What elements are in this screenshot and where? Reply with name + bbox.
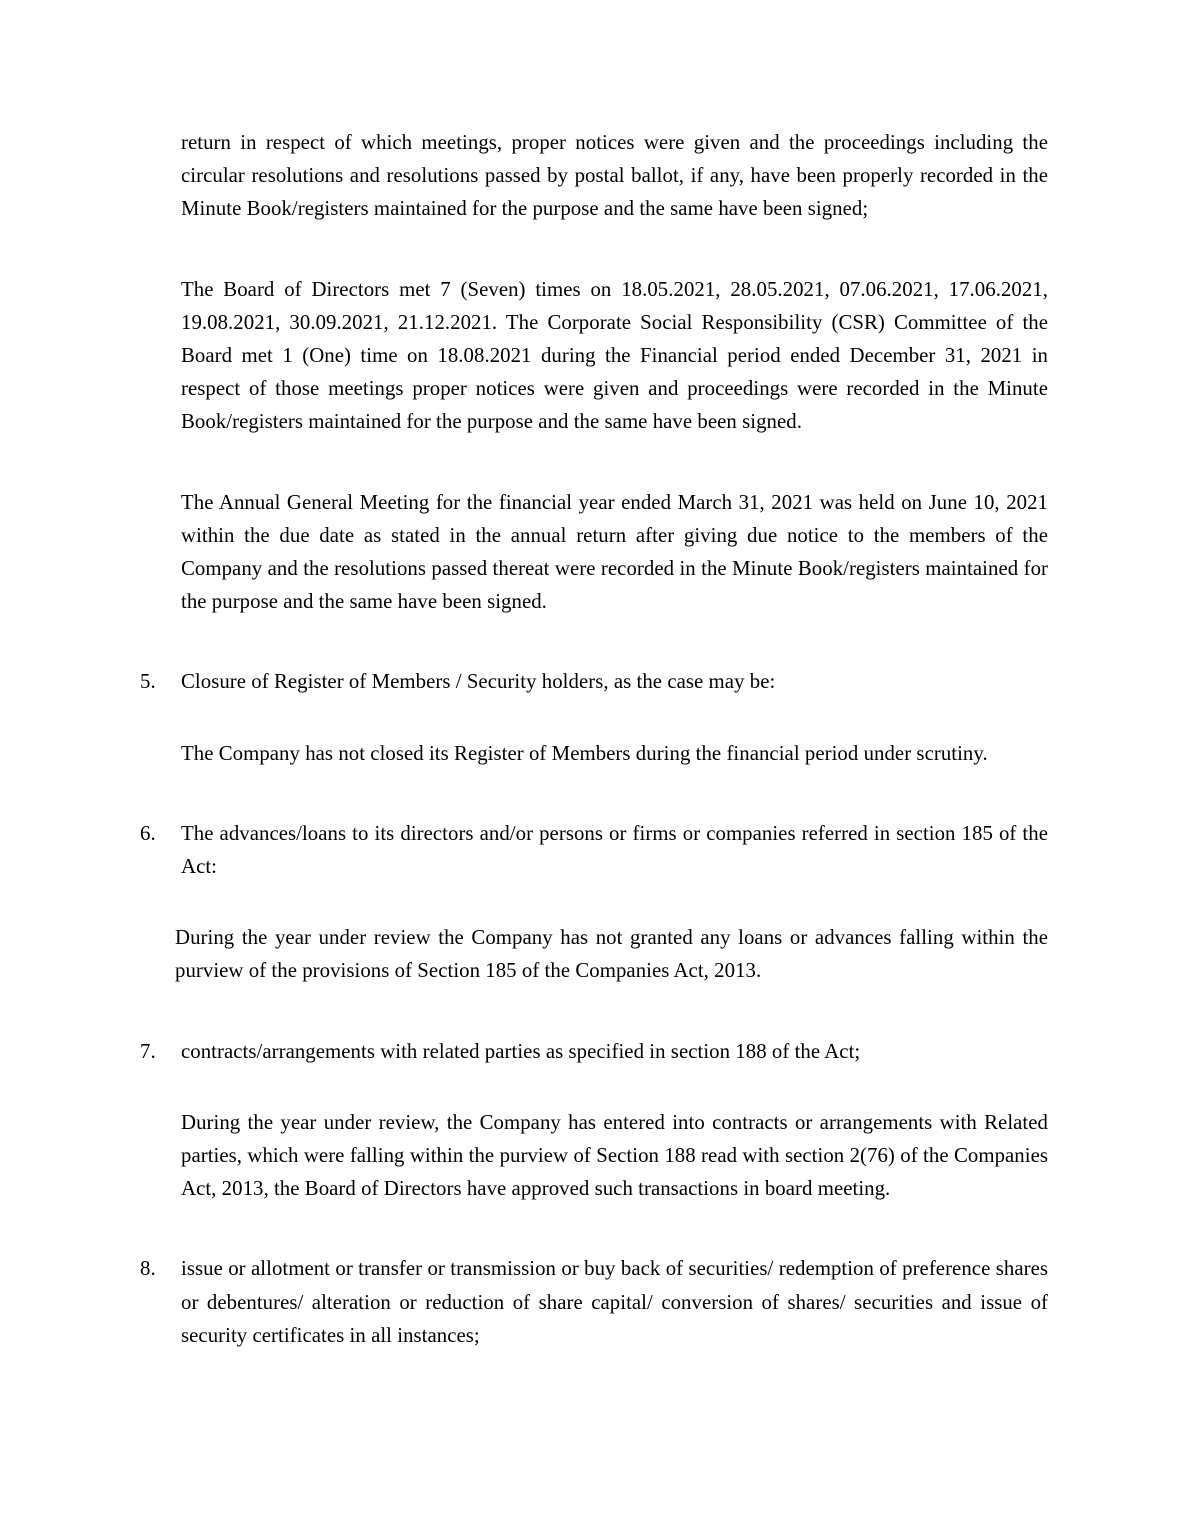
- paragraph-item-5-body: The Company has not closed its Register of Members during the financial period under scrutiny.: [181, 741, 988, 765]
- list-item-7-label: contracts/arrangements with related parties as specified in section 188 of the Act;: [181, 1039, 861, 1063]
- list-item-6-number: 6.: [140, 821, 156, 845]
- list-item-8-label: issue or allotment or transfer or transmission or buy back of securities/ redemption of preference shares or debentures/ alteration or reduction of share capital/ conversion of shares/ securities and issue of security certificates in all instances;: [181, 1257, 1048, 1347]
- list-item-6-label: The advances/loans to its directors and/or persons or firms or companies referred in section 185 of the Act:: [181, 821, 1048, 879]
- paragraph-annual-return-meetings: return in respect of which meetings, proper notices were given and the proceedings including the circular resolutions and resolutions passed by postal ballot, if any, have been properly recorded in the Minute Book/registers maintained for the purpose and the same have been signed;: [181, 131, 1048, 221]
- list-item-8: [140, 1252, 1048, 1352]
- paragraph-board-meetings: The Board of Directors met 7 (Seven) times on 18.05.2021, 28.05.2021, 07.06.2021, 17.06.2021, 19.08.2021, 30.09.2021, 21.12.2021. The Corporate Social Responsibility (CSR) Committee of the Board met 1 (One) time on 18.08.2021 during the Financial period ended December 31, 2021 in respect of those meetings proper notices were given and proceedings were recorded in the Minute Book/registers maintained for the purpose and the same have been signed.: [181, 277, 1048, 434]
- list-item-7: [140, 1035, 1048, 1068]
- list-item-6: [140, 817, 1048, 883]
- paragraph-item-7-body: During the year under review, the Company has entered into contracts or arrangements with Related parties, which were falling within the purview of Section 188 read with section 2(76) of the Companies Act, 2013, the Board of Directors have approved such transactions in board meeting.: [181, 1110, 1048, 1201]
- list-item-7-number: 7.: [140, 1039, 156, 1063]
- paragraph-item-6-body: During the year under review the Company has not granted any loans or advances falling within the purview of the provisions of Section 185 of the Companies Act, 2013.: [175, 926, 1048, 983]
- list-item-8-number: 8.: [140, 1257, 156, 1281]
- paragraph-annual-general-meeting: The Annual General Meeting for the financial year ended March 31, 2021 was held on June 10, 2021 within the due date as stated in the annual return after giving due notice to the members of the Company and the resolutions passed thereat were recorded in the Minute Book/registers maintained for the purpose and the same have been signed.: [181, 490, 1048, 614]
- document-body: [140, 126, 1048, 1380]
- list-item-5-number: 5.: [140, 670, 156, 694]
- list-item-5: [140, 665, 1048, 698]
- list-item-5-label: Closure of Register of Members / Security holders, as the case may be:: [181, 670, 776, 694]
